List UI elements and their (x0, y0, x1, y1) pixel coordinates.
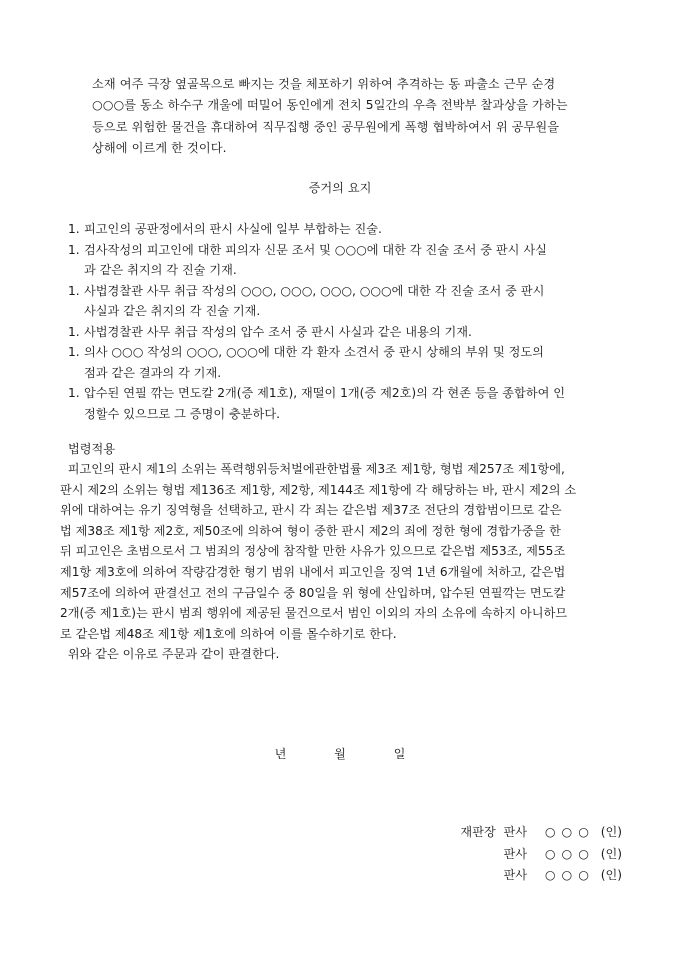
evidence-text: 검사작성의 피고인에 대한 피의자 신문 조서 및 ○○○에 대한 각 진술 조서 중 판시 사실 (84, 242, 547, 257)
law-line: 판시 제2의 소위는 형법 제136조 제1항, 제2항, 제144조 제1항에 각 해당하는 바, 판시 제2의 소 (60, 482, 577, 497)
facts-paragraph (92, 74, 626, 159)
evidence-number: 1. (68, 242, 80, 257)
signer-role: 판사 (503, 868, 528, 882)
evidence-item (68, 383, 626, 424)
evidence-item (68, 219, 626, 240)
law-line: 뒤 피고인은 초범으로서 그 범죄의 정상에 참작할 만한 사유가 있으므로 같은법 제53조, 제55조 (60, 544, 566, 559)
seal-mark: (인) (600, 846, 622, 861)
law-line: 피고인의 판시 제1의 소위는 폭력행위등처벌에관한법률 제3조 제1항, 형법 제257조 제1항에, (60, 462, 565, 476)
evidence-text: 압수된 연필 깎는 면도칼 2개(증 제1호), 재떨이 1개(증 제2호)의 각 현존 등을 종합하여 인 (84, 386, 566, 400)
signer-role: 판사 (503, 846, 528, 861)
evidence-heading: 증거의 요지 (308, 181, 372, 195)
law-line: 위에 대하여는 유기 징역형을 선택하고, 판시 각 죄는 같은법 제37조 전단의 경합범이므로 같은 (60, 503, 562, 518)
signature-row (460, 865, 622, 887)
evidence-number: 1. (68, 324, 80, 339)
law-paragraph (60, 459, 626, 665)
facts-line: ○○○를 동소 하수구 개울에 떠밀어 동인에게 전치 5일간의 우측 전박부 찰과상을 가하는 (92, 98, 568, 113)
signer-name: ○○○ (544, 868, 595, 882)
evidence-text: 사법경찰관 사무 취급 작성의 압수 조서 중 판시 사실과 같은 내용의 기재. (84, 324, 472, 339)
signature-row (460, 844, 622, 866)
law-line: 제1항 제3호에 의하여 작량감경한 형기 범위 내에서 피고인을 징역 1년 6개월에 처하고, 같은법 (60, 564, 566, 579)
signer-role: 재판장 판사 (460, 825, 528, 839)
evidence-item (68, 322, 626, 343)
law-line: 위와 같은 이유로 주문과 같이 판결한다. (60, 647, 280, 662)
signature-block (460, 822, 622, 887)
evidence-number: 1. (68, 222, 80, 236)
law-heading: 법령적용 (68, 442, 116, 456)
facts-line: 소재 여주 극장 옆골목으로 빠지는 것을 체포하기 위하여 추격하는 동 파출소 근무 순경 (92, 77, 556, 91)
law-line: 로 같은법 제48조 제1항 제1호에 의하여 이를 몰수하기로 한다. (60, 626, 397, 641)
date-month: 월 (334, 747, 346, 761)
law-line: 2개(증 제1호)는 판시 범죄 행위에 제공된 물건으로서 범인 이외의 자의 소유에 속하지 아니하므 (60, 606, 568, 621)
evidence-number: 1. (68, 345, 80, 359)
evidence-text: 사법경찰관 사무 취급 작성의 ○○○, ○○○, ○○○, ○○○에 대한 각 진술 조서 중 판시 (84, 283, 545, 298)
evidence-item (68, 281, 626, 322)
seal-mark: (인) (600, 825, 622, 839)
date-day: 일 (393, 747, 406, 761)
evidence-text: 피고인의 공판정에서의 판시 사실에 일부 부합하는 진술. (84, 222, 382, 236)
signer-name: ○○○ (544, 825, 595, 839)
facts-line: 등으로 위험한 물건을 휴대하여 직무집행 중인 공무원에게 폭행 협박하여서 위 공무원을 (92, 119, 560, 134)
evidence-item (68, 240, 626, 281)
evidence-number: 1. (68, 283, 80, 298)
evidence-text: 과 같은 취지의 각 진술 기재. (84, 263, 237, 277)
signer-name: ○○○ (544, 846, 595, 861)
seal-mark: (인) (600, 868, 622, 882)
evidence-number: 1. (68, 386, 80, 400)
evidence-item (68, 342, 626, 383)
evidence-text: 정할수 있으므로 그 증명이 충분하다. (84, 406, 280, 421)
judgment-date (0, 745, 680, 762)
law-line: 제57조에 의하여 판결선고 전의 구금일수 중 80일을 위 형에 산입하며, 압수된 연필깍는 면도칼 (60, 585, 566, 600)
law-line: 법 제38조 제1항 제2호, 제50조에 의하여 형이 중한 판시 제2의 죄에 정한 형에 경합가중을 한 (60, 523, 561, 538)
date-year: 년 (274, 747, 287, 761)
evidence-text: 점과 같은 결과의 각 기재. (84, 365, 222, 380)
signature-row (460, 822, 622, 844)
evidence-text: 의사 ○○○ 작성의 ○○○, ○○○에 대한 각 환자 소견서 중 판시 상해의 부위 및 정도의 (84, 345, 544, 359)
evidence-text: 사실과 같은 취지의 각 진술 기재. (84, 304, 261, 318)
facts-line: 상해에 이르게 한 것이다. (92, 140, 227, 155)
evidence-list (68, 219, 626, 424)
